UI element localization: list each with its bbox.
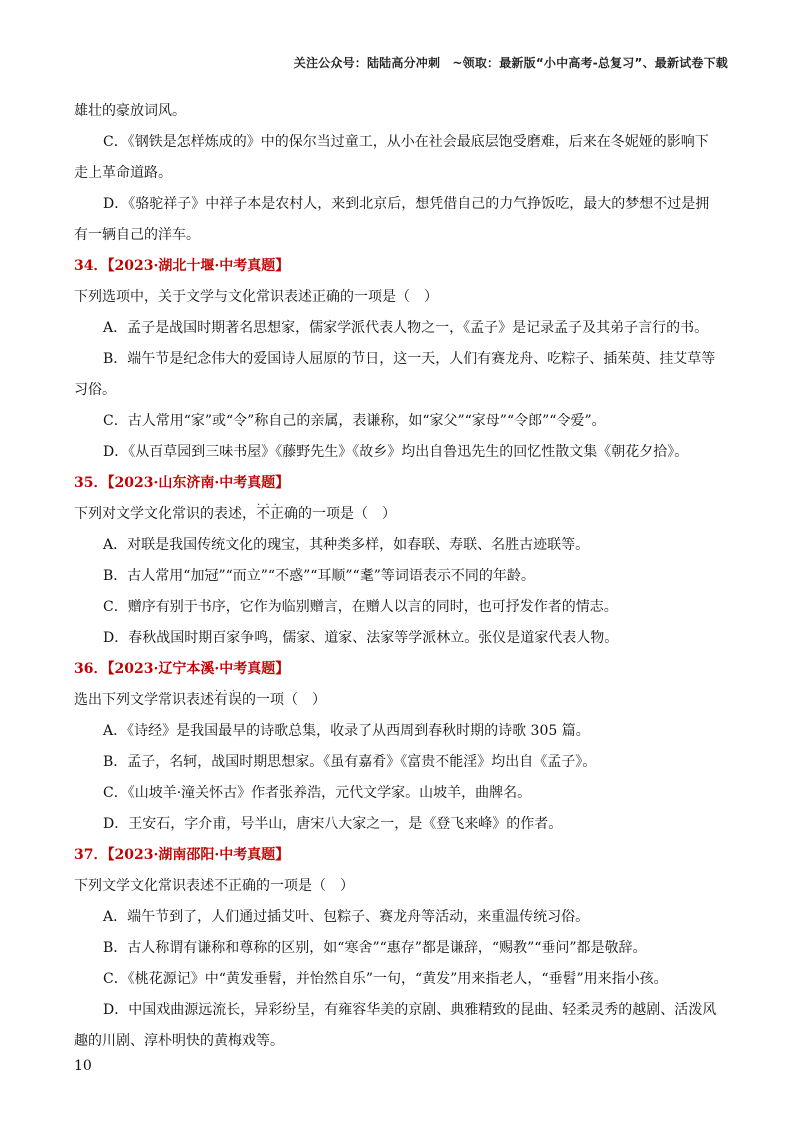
stem-text: 的一项是（ ）	[298, 506, 396, 522]
emphasized-text: · · · 不正确	[256, 499, 298, 530]
question-37-stem: 下列文学文化常识表述不正确的一项是（ ）	[74, 878, 354, 894]
page-number: 10	[74, 1058, 92, 1074]
question-37-option-a: A．端午节到了，人们通过插艾叶、包粽子、赛龙舟等活动，来重温传统习俗。	[103, 909, 590, 925]
stem-text: 下列对文学文化常识的表述，	[74, 506, 256, 522]
question-37-option-b: B．古人称谓有谦称和尊称的区别，如“寒舍”“惠存”都是谦辞，“赐教”“垂问”都是敬辞。	[103, 940, 647, 956]
question-35-header	[74, 468, 726, 499]
question-34-header	[74, 251, 726, 282]
question-source: 【2023·山东济南·中考真题】	[107, 475, 290, 491]
question-number: 34．	[74, 258, 108, 274]
option-d-cont: 有一辆自己的洋车。	[74, 227, 200, 243]
option-c: C．《钢铁是怎样炼成的》中的保尔当过童工，从小在社会最底层饱受磨难，后来在冬妮娅的影响下	[103, 134, 709, 150]
stem-text: 选出下列文学常识表述	[74, 692, 214, 708]
question-35-stem	[74, 499, 726, 530]
question-36-header	[74, 654, 726, 685]
question-34-option-b: B．端午节是纪念伟大的爱国诗人屈原的节日，这一天，人们有赛龙舟、吃粽子、插茱萸、挂艾草等	[103, 351, 716, 367]
question-34-option-c: C．古人常用“家”或“令”称自己的亲属，表谦称，如“家父”“家母”“令郎”“令爱”。	[103, 413, 606, 429]
option-d: D．《骆驼祥子》中祥子本是农村人，来到北京后，想凭借自己的力气挣饭吃，最大的梦想不过是拥	[103, 196, 710, 212]
question-34-option-d: D．《从百草园到三味书屋》《藤野先生》《故乡》均出自鲁迅先生的回忆性散文集《朝花夕拾》。	[103, 444, 689, 460]
question-35-option-d: D．春秋战国时期百家争鸣，儒家、道家、法家等学派林立。张仪是道家代表人物。	[103, 630, 619, 646]
question-36-stem	[74, 685, 726, 716]
question-number: 35．	[74, 475, 108, 491]
page-header: 关注公众号：陆陆高分冲刺 ~领取：最新版“小中高考-总复习”、最新试卷下载	[293, 56, 728, 70]
question-number: 36．	[74, 661, 108, 677]
question-34-option-b-cont: 习俗。	[74, 382, 116, 398]
question-source: 【2023·湖南邵阳·中考真题】	[107, 847, 290, 863]
question-36-option-d: D．王安石，字介甫，号半山，唐宋八大家之一，是《登飞来峰》的作者。	[103, 816, 563, 832]
stem-text: 的一项（ ）	[242, 692, 326, 708]
question-37-option-c: C．《桃花源记》中“黄发垂髫，并怡然自乐”一句，“黄发”用来指老人，“垂髫”用来指小孩。	[103, 971, 668, 987]
question-35-option-c: C．赠序有别于书序，它作为临别赠言，在赠人以言的同时，也可抒发作者的情志。	[103, 599, 618, 615]
emphasized-text: · · · 有误	[214, 685, 242, 716]
question-35-option-b: B．古人常用“加冠”“而立”“不惑”“耳顺”“耄”等词语表示不同的年龄。	[103, 568, 535, 584]
question-source: 【2023·辽宁本溪·中考真题】	[107, 661, 290, 677]
question-37-header	[74, 840, 726, 871]
question-source: 【2023·湖北十堰·中考真题】	[107, 258, 290, 274]
question-36-option-c: C．《山坡羊·潼关怀古》作者张养浩，元代文学家。山坡羊，曲牌名。	[103, 785, 532, 801]
question-34-stem: 下列选项中，关于文学与文化常识表述正确的一项是（ ）	[74, 289, 438, 305]
question-number: 37．	[74, 847, 108, 863]
question-35-option-a: A．对联是我国传统文化的瑰宝，其种类多样，如春联、寿联、名胜古迹联等。	[103, 537, 590, 553]
question-36-option-a: A．《诗经》是我国最早的诗歌总集，收录了从西周到春秋时期的诗歌 305 篇。	[103, 723, 590, 739]
option-c-cont: 走上革命道路。	[74, 165, 172, 181]
question-37-option-d-cont: 趣的川剧、淳朴明快的黄梅戏等。	[74, 1033, 284, 1049]
intro-line: 雄壮的豪放词风。	[74, 103, 186, 119]
question-37-option-d: D．中国戏曲源远流长，异彩纷呈，有雍容华美的京剧、典雅精致的昆曲、轻柔灵秀的越剧、活泼风	[103, 1002, 717, 1018]
question-34-option-a: A．孟子是战国时期著名思想家，儒家学派代表人物之一，《孟子》是记录孟子及其弟子言行的书。	[103, 320, 709, 336]
question-36-option-b: B．孟子，名轲，战国时期思想家。《虽有嘉肴》《富贵不能淫》均出自《孟子》。	[103, 754, 597, 770]
document-body	[74, 96, 726, 1057]
